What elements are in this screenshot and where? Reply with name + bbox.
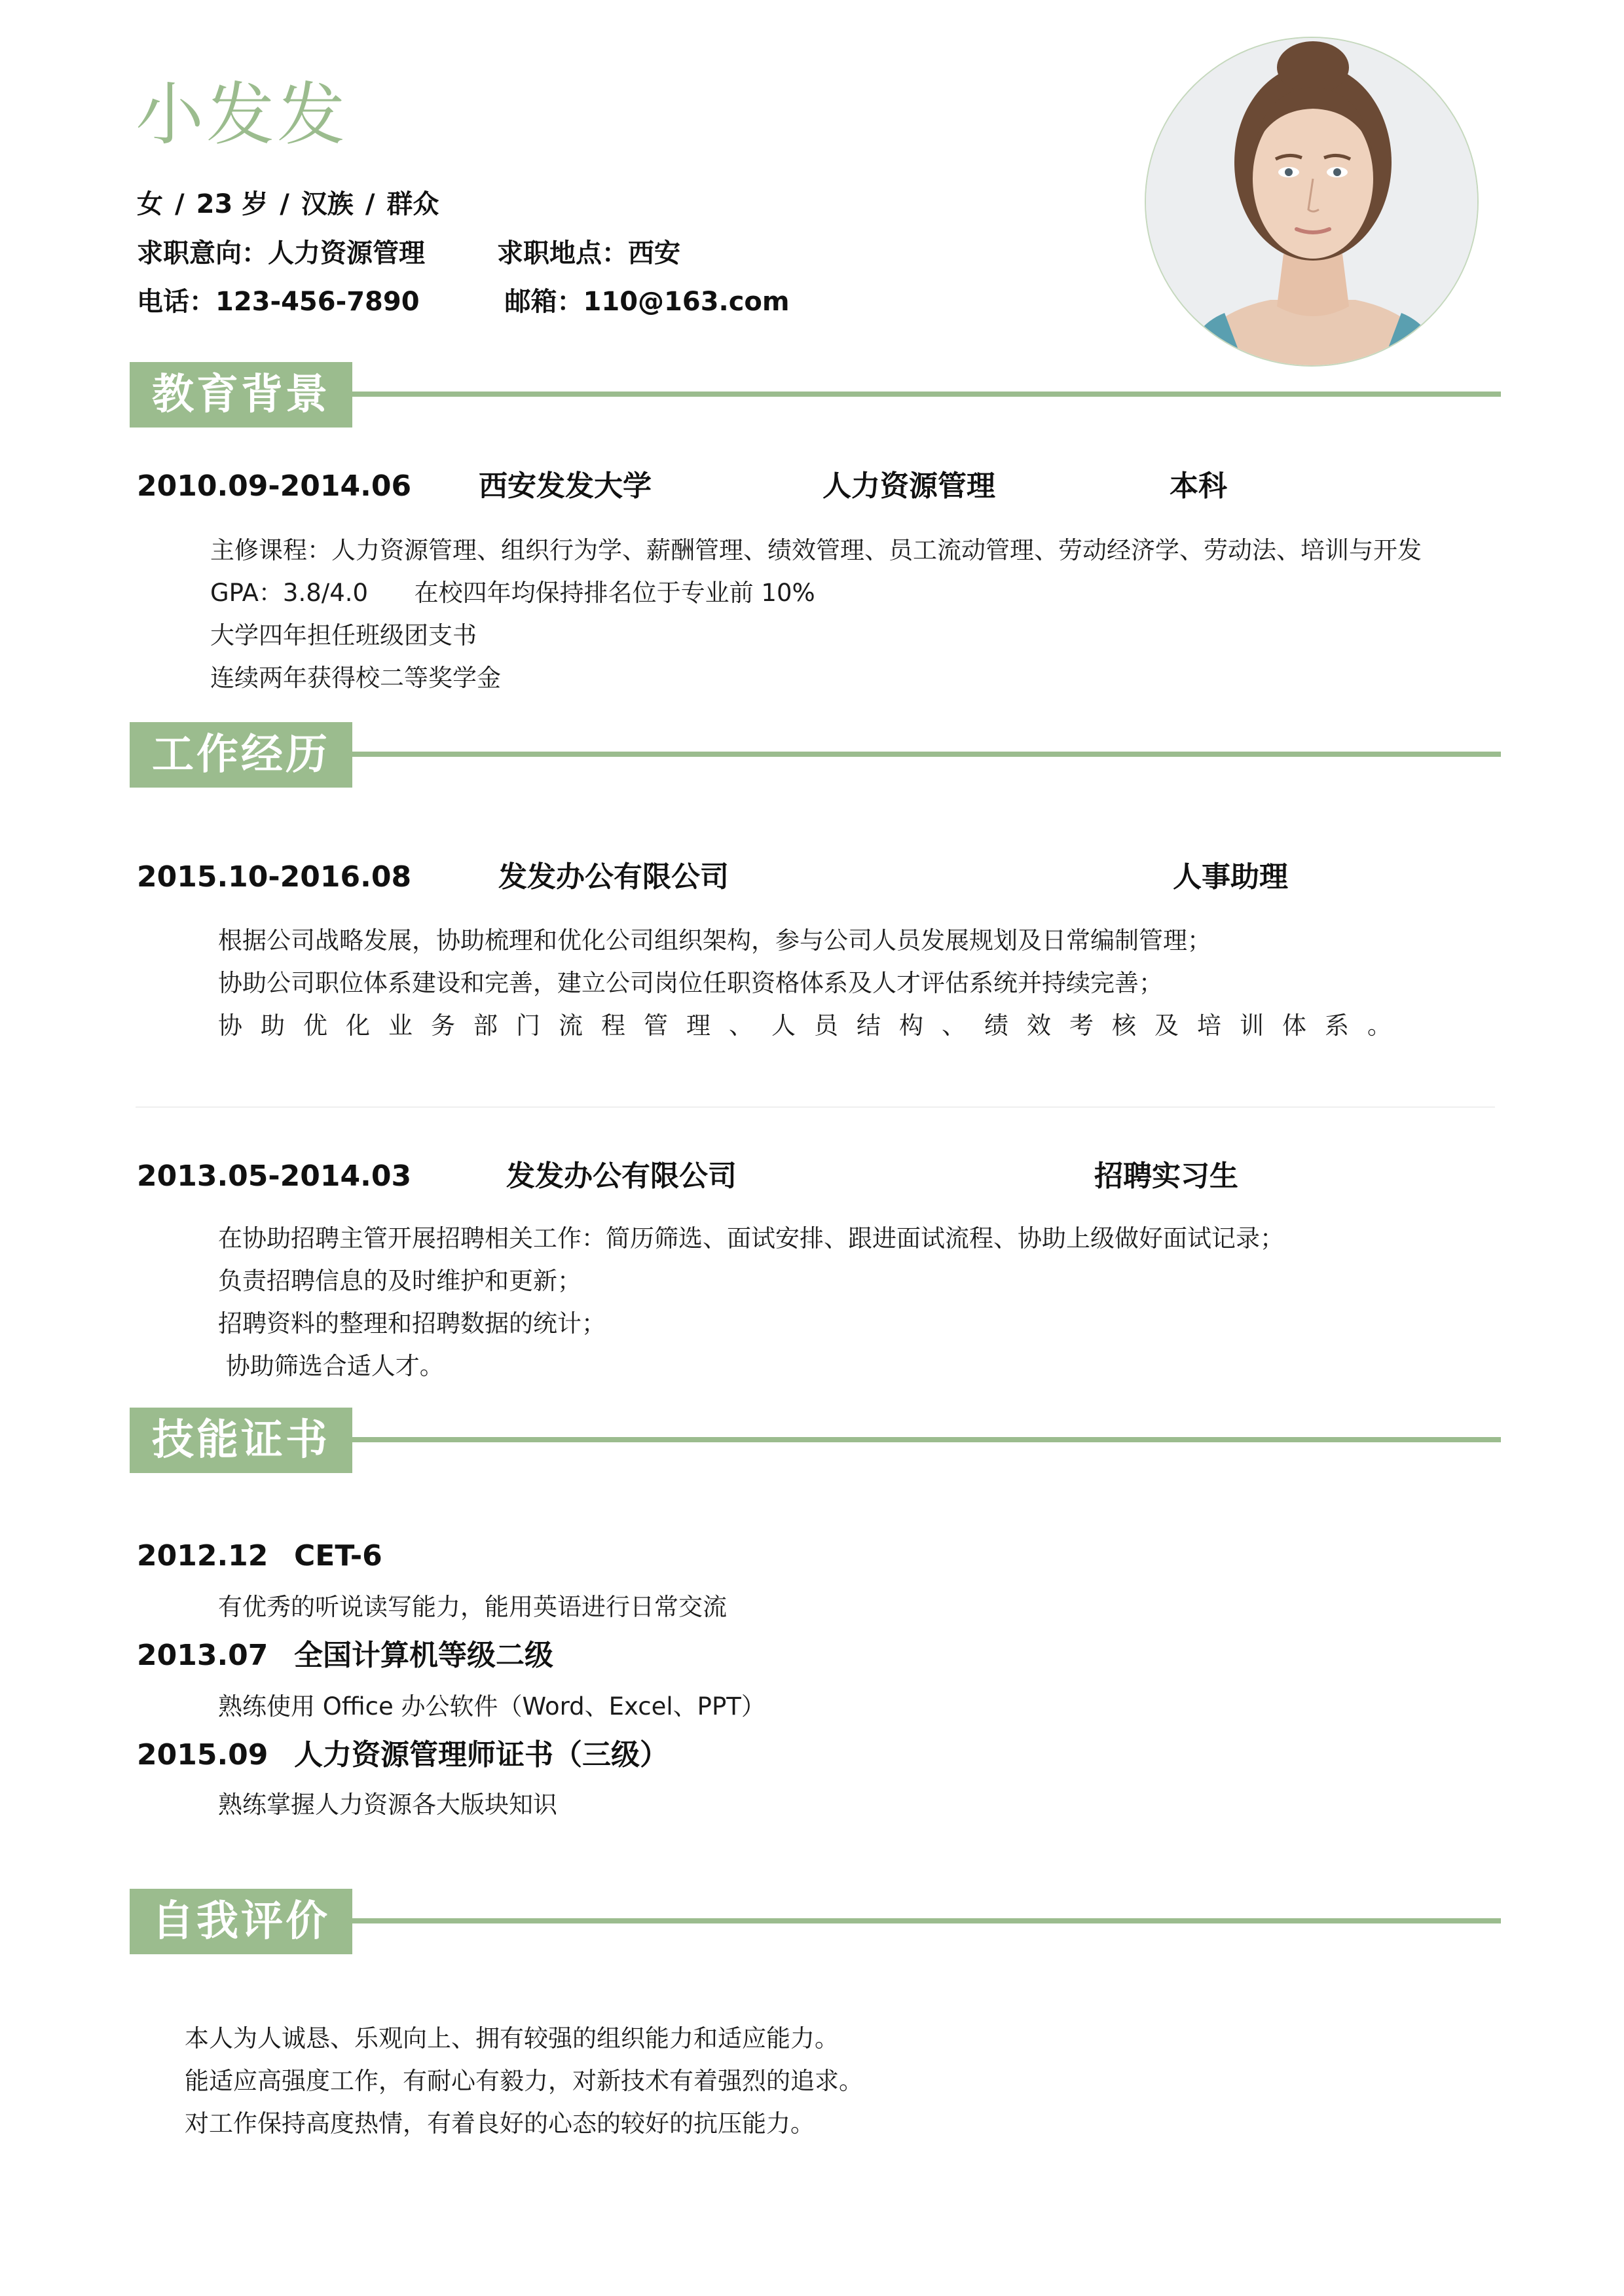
education-degree: 本科 xyxy=(1170,469,1227,503)
job-duty: 协助优化业务部门流程管理、人员结构、绩效考核及培训体系。 xyxy=(218,1011,1410,1040)
self-eval-line: 对工作保持高度热情，有着良好的心态的较好的抗压能力。 xyxy=(185,2109,815,2138)
job-location: 求职地点：西安 xyxy=(497,238,680,268)
skill-date: 2015.09 xyxy=(137,1738,268,1772)
section-header-education xyxy=(130,362,1501,428)
self-eval-line: 能适应高强度工作，有耐心有毅力，对新技术有着强烈的追求。 xyxy=(185,2067,863,2095)
education-school: 西安发发大学 xyxy=(479,469,652,503)
job-duty: 协助公司职位体系建设和完善，建立公司岗位任职资格体系及人才评估系统并持续完善； xyxy=(218,969,1163,997)
section-divider-line xyxy=(352,752,1501,757)
skill-date: 2012.12 xyxy=(137,1539,268,1573)
section-title: 自我评价 xyxy=(130,1889,352,1954)
phone: 电话：123-456-7890 xyxy=(137,287,420,317)
separator: / xyxy=(175,189,185,219)
section-header-work xyxy=(130,722,1501,788)
section-divider-line xyxy=(352,1918,1501,1923)
person-name: 小发发 xyxy=(136,75,348,155)
portrait-illustration xyxy=(1146,38,1477,365)
skill-desc: 熟练使用 Office 办公软件（Word、Excel、PPT） xyxy=(218,1692,766,1721)
job-period: 2013.05-2014.03 xyxy=(137,1159,412,1193)
contact-info-line xyxy=(137,289,790,315)
education-gpa: GPA：3.8/4.0 在校四年均保持排名位于专业前 10% xyxy=(210,579,815,607)
skill-desc: 熟练掌握人力资源各大版块知识 xyxy=(218,1791,557,1819)
section-divider-line xyxy=(352,1437,1501,1442)
job-duty: 在协助招聘主管开展招聘相关工作：简历筛选、面试安排、跟进面试流程、协助上级做好面试记录； xyxy=(218,1224,1284,1252)
education-award: 连续两年获得校二等奖学金 xyxy=(210,664,501,692)
skill-title: 人力资源管理师证书（三级） xyxy=(294,1738,669,1772)
skill-date: 2013.07 xyxy=(137,1639,268,1672)
basic-info-line xyxy=(137,191,439,217)
political-status: 群众 xyxy=(386,189,439,219)
job-duty: 招聘资料的整理和招聘数据的统计； xyxy=(218,1309,606,1338)
separator: / xyxy=(280,189,289,219)
job-intention: 求职意向：人力资源管理 xyxy=(137,238,425,268)
self-eval-line: 本人为人诚恳、乐观向上、拥有较强的组织能力和适应能力。 xyxy=(185,2024,839,2052)
education-courses: 主修课程：人力资源管理、组织行为学、薪酬管理、绩效管理、员工流动管理、劳动经济学、劳动法、培训与开发 xyxy=(210,536,1422,564)
education-period: 2010.09-2014.06 xyxy=(137,469,412,503)
section-title: 工作经历 xyxy=(130,722,352,788)
job-duty: 根据公司战略发展，协助梳理和优化公司组织架构，参与公司人员发展规划及日常编制管理； xyxy=(218,926,1211,955)
ethnicity: 汉族 xyxy=(301,189,354,219)
education-major: 人力资源管理 xyxy=(822,469,995,503)
email: 邮箱：110@163.com xyxy=(504,287,790,317)
job-role: 招聘实习生 xyxy=(1094,1159,1238,1193)
section-header-skills xyxy=(130,1408,1501,1473)
job-period: 2015.10-2016.08 xyxy=(137,860,412,894)
skill-desc: 有优秀的听说读写能力，能用英语进行日常交流 xyxy=(218,1593,727,1621)
skill-title: 全国计算机等级二级 xyxy=(294,1639,553,1672)
section-title: 技能证书 xyxy=(130,1408,352,1473)
education-role: 大学四年担任班级团支书 xyxy=(210,621,477,649)
section-header-self-eval xyxy=(130,1889,1501,1954)
separator: / xyxy=(365,189,375,219)
job-company: 发发办公有限公司 xyxy=(498,860,729,894)
job-info-line xyxy=(137,240,680,266)
skill-title: CET-6 xyxy=(294,1539,382,1573)
profile-photo xyxy=(1145,37,1479,367)
gender: 女 xyxy=(137,189,163,219)
section-divider-line xyxy=(352,392,1501,397)
job-role: 人事助理 xyxy=(1173,860,1288,894)
age: 23 岁 xyxy=(196,189,268,219)
job-company: 发发办公有限公司 xyxy=(506,1159,737,1193)
section-title: 教育背景 xyxy=(130,362,352,428)
job-duty: 协助筛选合适人才。 xyxy=(218,1352,444,1380)
job-duty: 负责招聘信息的及时维护和更新； xyxy=(218,1267,581,1295)
job-separator xyxy=(136,1106,1495,1108)
